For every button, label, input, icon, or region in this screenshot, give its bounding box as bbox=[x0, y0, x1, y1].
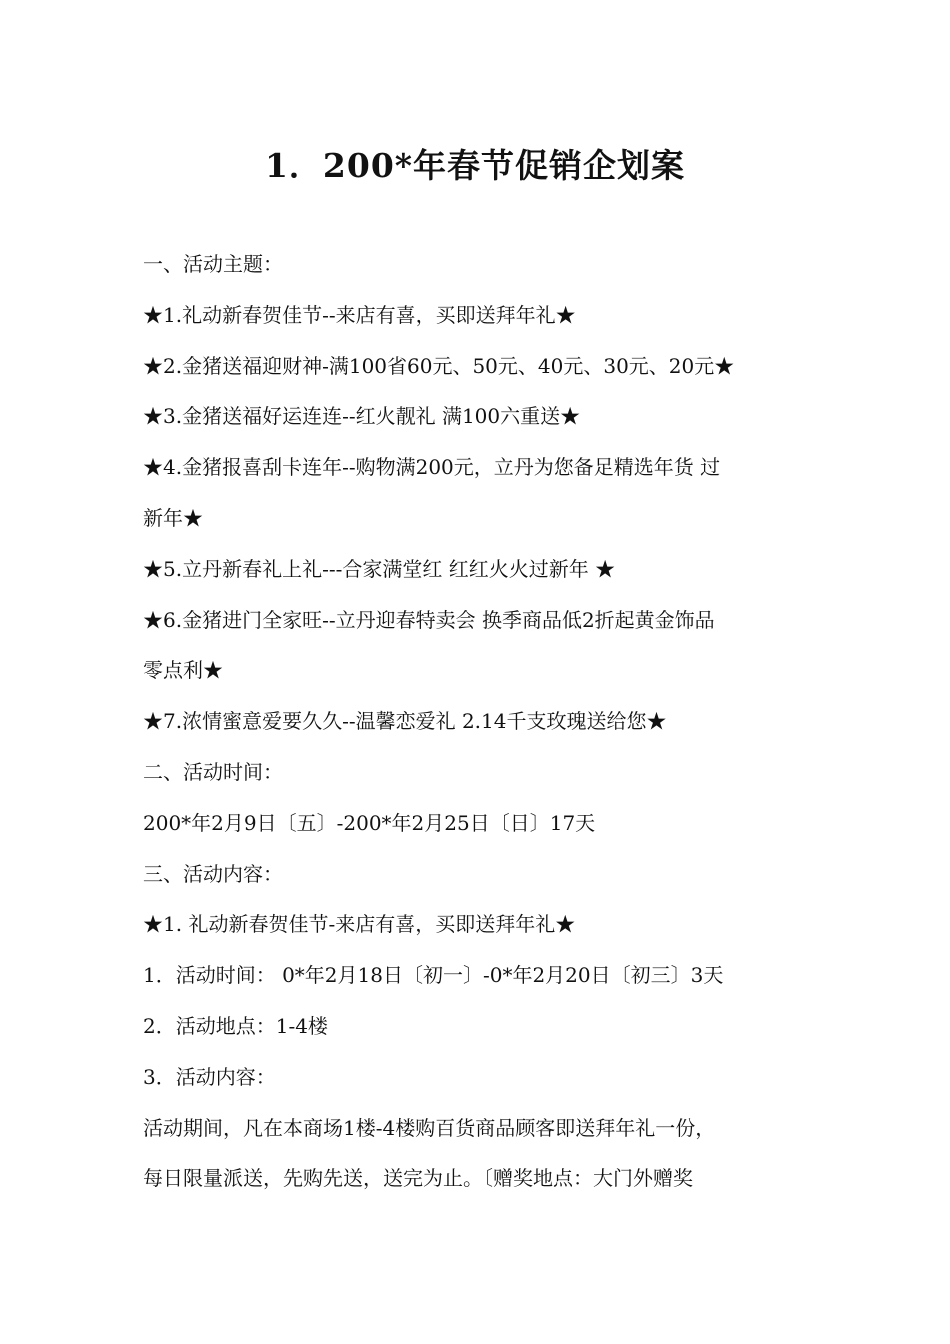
theme-item-3: ★3.金猪送福好运连连--红火靓礼 满100六重送★ bbox=[143, 404, 581, 429]
theme-item-4: ★4.金猪报喜刮卡连年--购物满200元，立丹为您备足精选年货 过 bbox=[143, 455, 721, 480]
theme-item-2: ★2.金猪送福迎财神-满100省60元、50元、40元、30元、20元★ bbox=[143, 353, 735, 378]
theme-item-5: ★5.立丹新春礼上礼---合家满堂红 红红火火过新年 ★ bbox=[143, 556, 616, 581]
theme-item-6: ★6.金猪进门全家旺--立丹迎春特卖会 换季商品低2折起黄金饰品 bbox=[143, 607, 715, 632]
content-item-1-location: 2．活动地点：1-4楼 bbox=[143, 1013, 328, 1038]
section-heading-content: 三、活动内容： bbox=[143, 861, 283, 886]
theme-item-1: ★1.礼动新春贺佳节--来店有喜，买即送拜年礼★ bbox=[143, 302, 576, 327]
theme-item-4-continued: 新年★ bbox=[143, 505, 203, 530]
content-item-1-time: 1．活动时间： 0*年2月18日〔初一〕-0*年2月20日〔初三〕3天 bbox=[143, 963, 724, 988]
theme-item-6-continued: 零点利★ bbox=[143, 658, 223, 683]
content-paragraph-line-1: 活动期间，凡在本商场1楼-4楼购百货商品顾客即送拜年礼一份， bbox=[143, 1115, 716, 1140]
document-body bbox=[143, 239, 811, 1204]
section-heading-time: 二、活动时间： bbox=[143, 759, 283, 784]
content-item-1-heading: ★1. 礼动新春贺佳节-来店有喜，买即送拜年礼★ bbox=[143, 912, 576, 937]
content-paragraph-line-2: 每日限量派送，先购先送，送完为止。〔赠奖地点：大门外赠奖 bbox=[143, 1166, 693, 1191]
activity-period: 200*年2月9日〔五〕-200*年2月25日〔日〕17天 bbox=[143, 810, 596, 835]
content-item-1-details-heading: 3．活动内容： bbox=[143, 1064, 276, 1089]
section-heading-theme: 一、活动主题： bbox=[143, 252, 283, 276]
theme-item-7: ★7.浓情蜜意爱要久久--温馨恋爱礼 2.14千支玫瑰送给您★ bbox=[143, 709, 667, 734]
document-title: 1．200*年春节促销企划案 bbox=[264, 146, 686, 185]
